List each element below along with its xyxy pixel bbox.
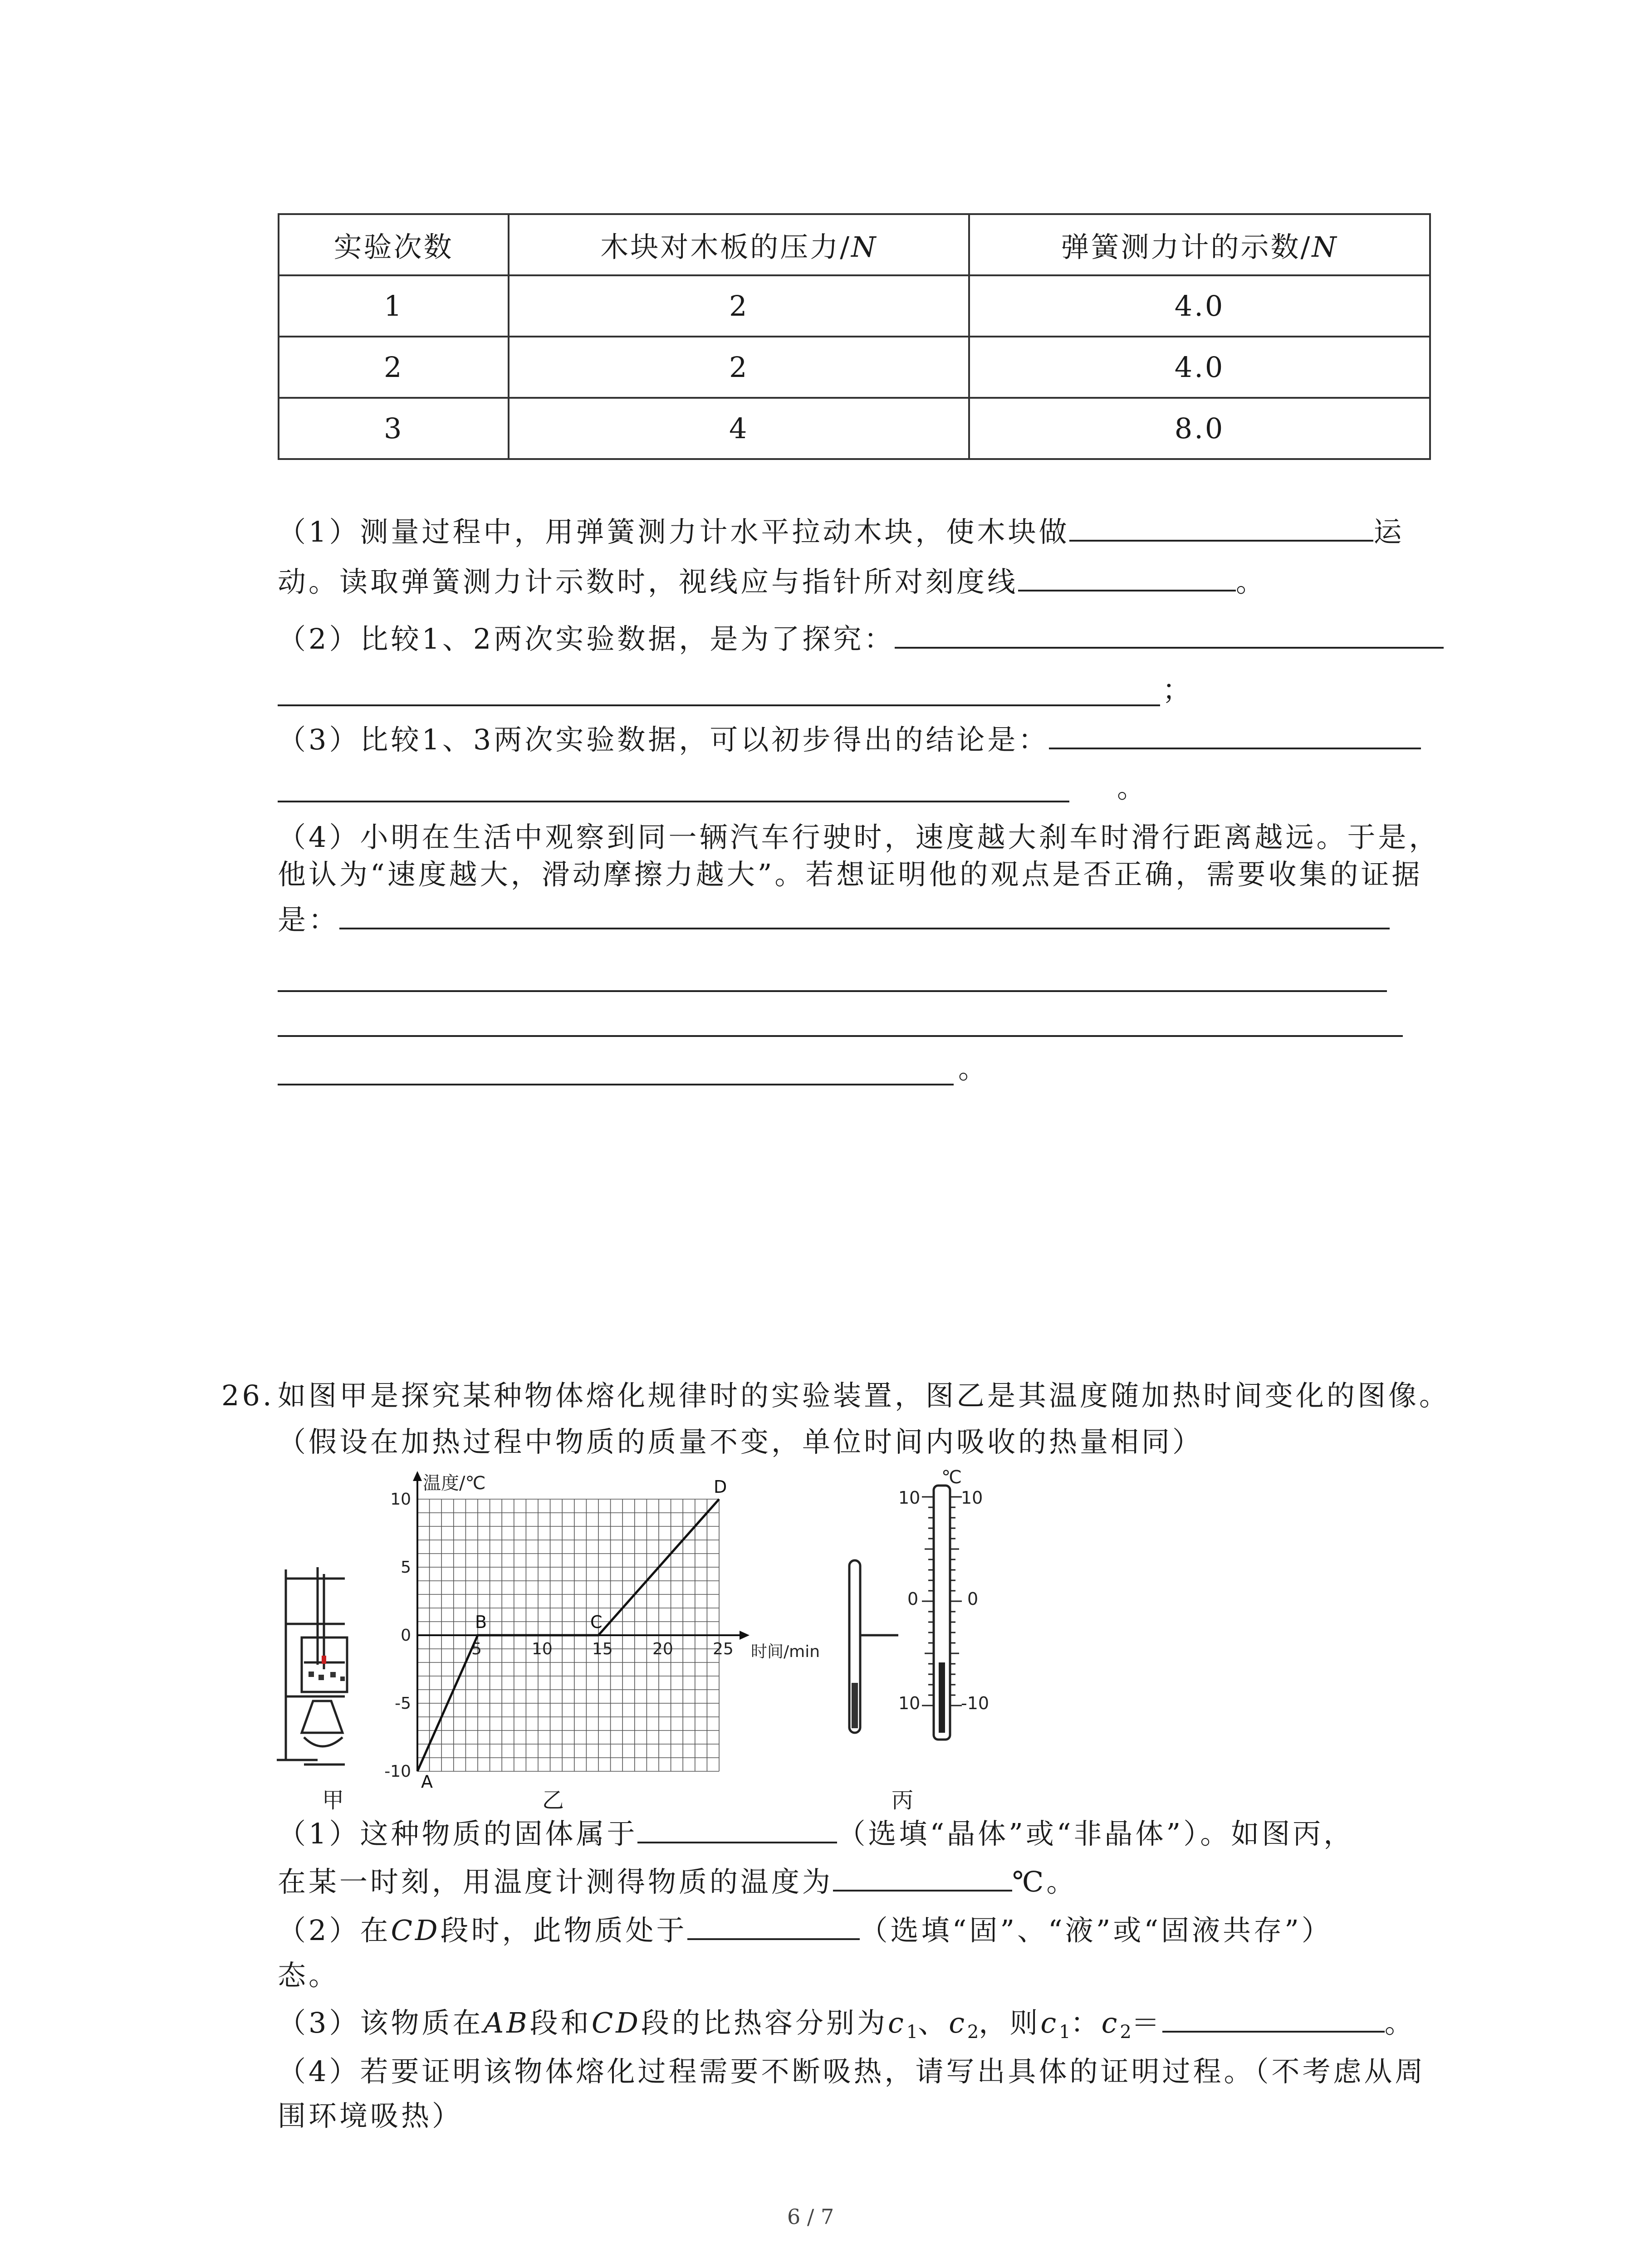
q25-p1-line2: 动。读取弹簧测力计示数时，视线应与指针所对刻度线 。 <box>278 565 1267 598</box>
answer-blank[interactable] <box>895 642 1444 649</box>
thermometer-label: 10 <box>898 1693 921 1713</box>
q25-p3-line1: （3）比较1、3两次实验数据，可以初步得出的结论是： <box>278 726 1421 754</box>
y-tick-label: -5 <box>395 1694 411 1713</box>
q25-p2-end: ； <box>1162 673 1194 706</box>
page-number: 6 / 7 <box>787 2204 834 2229</box>
x-axis-arrow <box>740 1631 749 1640</box>
answer-blank[interactable] <box>1162 2026 1385 2033</box>
point-label: A <box>421 1772 433 1792</box>
table-header: 实验次数 <box>279 214 509 275</box>
q25-p4-line2: 他认为“速度越大，滑动摩擦力越大”。若想证明他的观点是否正确，需要收集的证据 <box>278 858 1423 891</box>
answer-line[interactable] <box>278 704 1160 706</box>
answer-line[interactable] <box>278 990 1387 992</box>
answer-line[interactable] <box>278 801 1069 802</box>
thermometer-label: 0 <box>967 1589 979 1609</box>
y-axis-arrow <box>413 1471 422 1481</box>
table-cell: 2 <box>509 275 969 337</box>
thermometer-unit: ℃ <box>941 1467 962 1488</box>
table-row <box>279 275 1430 337</box>
answer-blank[interactable] <box>833 1885 1012 1892</box>
y-tick-label: 5 <box>401 1558 411 1577</box>
table-cell: 2 <box>279 337 509 398</box>
chart-axes <box>413 1471 749 1771</box>
x-tick-label: 10 <box>532 1640 553 1658</box>
answer-blank[interactable] <box>687 1934 860 1940</box>
heating-apparatus-figure <box>277 1565 356 1767</box>
table-header: 弹簧测力计的示数/N <box>969 214 1430 275</box>
temperature-time-chart <box>384 1470 820 1792</box>
table-cell: 8.0 <box>969 398 1430 459</box>
figure-label-bing: 丙 <box>892 1788 914 1813</box>
y-tick-label: 10 <box>390 1490 411 1509</box>
q25-p4-line1: （4）小明在生活中观察到同一辆汽车行驶时，速度越大刹车时滑行距离越远。于是， <box>278 821 1440 854</box>
point-label: B <box>475 1612 487 1632</box>
x-tick-label: 20 <box>652 1640 673 1658</box>
y-axis-label: 温度/℃ <box>423 1473 486 1494</box>
table-header: 木块对木板的压力/N <box>509 214 969 275</box>
x-tick-label: 15 <box>592 1640 613 1658</box>
answer-blank[interactable] <box>637 1837 837 1843</box>
q26-p2-line1: （2）在CD段时，此物质处于 （选填“固”、“液”或“固液共存”） <box>278 1914 1332 1947</box>
q26-p1-line1: （1）这种物质的固体属于 （选填“晶体”或“非晶体”）。如图丙， <box>278 1817 1355 1850</box>
point-label: D <box>714 1477 727 1497</box>
q25-p2-line1: （2）比较1、2两次实验数据，是为了探究： <box>278 625 1444 653</box>
thermometer-label: 10 <box>898 1488 921 1508</box>
thermometer-liquid-column <box>939 1662 945 1733</box>
q26-stem-line2: （假设在加热过程中物质的质量不变，单位时间内吸收的热量相同） <box>278 1425 1204 1458</box>
x-tick-label: 5 <box>471 1640 482 1658</box>
answer-line[interactable] <box>278 1035 1403 1037</box>
answer-blank[interactable] <box>339 923 1390 929</box>
table-cell: 4 <box>509 398 969 459</box>
q26-p2-line2: 态。 <box>278 1959 340 1992</box>
data-table <box>278 213 1431 460</box>
thermometer-label: -10 <box>961 1693 989 1713</box>
point-label: C <box>590 1612 603 1632</box>
thermometer-label: 10 <box>961 1488 983 1508</box>
thermometer-figure <box>844 1467 1034 1769</box>
q25-p4-end: 。 <box>958 1052 989 1085</box>
y-tick-label: -10 <box>384 1762 411 1781</box>
y-tick-label: 0 <box>401 1626 411 1645</box>
figure-label-yi: 乙 <box>542 1788 564 1813</box>
table-cell: 4.0 <box>969 275 1430 337</box>
thermometer-label: 0 <box>907 1589 919 1609</box>
q26-p3-line: （3）该物质在AB段和CD段的比热容分别为$c_1$、$c_2$，则$c_1$：$c_2=$ 。 <box>278 2006 1416 2043</box>
table-cell: 2 <box>509 337 969 398</box>
table-cell: 3 <box>279 398 509 459</box>
table-row <box>279 337 1430 398</box>
table-row <box>279 398 1430 459</box>
table-cell: 4.0 <box>969 337 1430 398</box>
q25-p4-line3: 是： <box>278 906 1390 934</box>
answer-line[interactable] <box>278 1084 954 1085</box>
x-axis-label: 时间/min <box>751 1642 820 1661</box>
q25-p3-end: 。 <box>1117 771 1148 804</box>
figure-label-jia: 甲 <box>322 1788 344 1813</box>
table-cell: 1 <box>279 275 509 337</box>
answer-blank[interactable] <box>1049 743 1421 749</box>
q26-number: 26. <box>221 1379 274 1412</box>
answer-blank[interactable] <box>1018 585 1236 591</box>
q26-p4-line2: 围环境吸热） <box>278 2099 463 2132</box>
q26-p1-line2: 在某一时刻，用温度计测得物质的温度为 ℃。 <box>278 1865 1078 1898</box>
q25-p1-line1: （1）测量过程中，用弹簧测力计水平拉动木块，使木块做 运 <box>278 515 1405 548</box>
answer-blank[interactable] <box>1069 535 1373 542</box>
q26-p4-line1: （4）若要证明该物体熔化过程需要不断吸热，请写出具体的证明过程。（不考虑从周 <box>278 2055 1426 2088</box>
x-tick-label: 25 <box>713 1640 734 1658</box>
table-header-row <box>279 214 1430 275</box>
q26-stem-line1: 如图甲是探究某种物体熔化规律时的实验装置，图乙是其温度随加热时间变化的图像。 <box>278 1379 1450 1412</box>
